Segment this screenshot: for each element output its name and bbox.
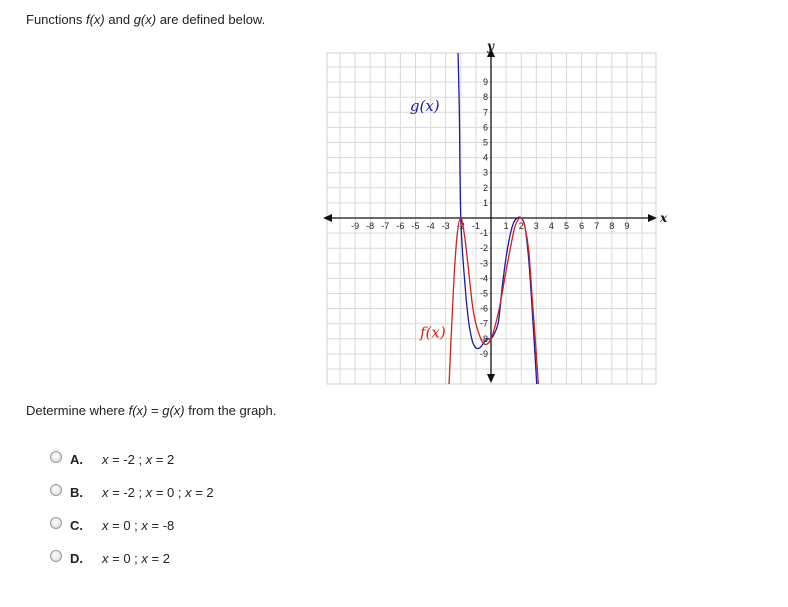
- y-tick-label: 2: [482, 182, 488, 193]
- x-tick-label: -6: [396, 221, 405, 231]
- x-tick-label: 3: [533, 221, 539, 231]
- x-tick-label: -3: [441, 221, 450, 231]
- y-tick-label: 3: [482, 167, 488, 178]
- x-tick-label: 9: [624, 221, 630, 231]
- option-letter: D.: [70, 551, 83, 566]
- x-axis-label: x: [660, 211, 668, 225]
- option-text: x = 0 ; x = 2: [102, 551, 170, 566]
- y-tick-label: 5: [482, 137, 488, 148]
- radio-d[interactable]: [50, 550, 62, 562]
- x-tick-label: 1: [503, 221, 509, 231]
- radio-a[interactable]: [50, 451, 62, 463]
- y-tick-label: -1: [479, 228, 488, 239]
- y-tick-label: -6: [479, 303, 488, 314]
- y-tick-label: -9: [479, 348, 488, 359]
- x-tick-label: 5: [563, 221, 570, 231]
- option-letter: B.: [70, 485, 83, 500]
- y-tick-label: -3: [479, 258, 488, 269]
- x-tick-label: -1: [471, 221, 480, 231]
- y-tick-label: -4: [479, 273, 488, 284]
- option-letter: C.: [70, 518, 83, 533]
- y-tick-label: 9: [482, 77, 488, 88]
- option-text: x = -2 ; x = 2: [102, 452, 175, 467]
- y-tick-label: 1: [482, 197, 488, 208]
- function-graph: [320, 40, 680, 388]
- g-curve-label: g(x): [409, 96, 440, 115]
- question-text: Determine where f(x) = g(x) from the graph.: [26, 403, 277, 418]
- y-tick-label: -8: [479, 333, 488, 344]
- g-curve: [458, 40, 541, 388]
- x-tick-label: 7: [594, 221, 600, 231]
- x-tick-label: 4: [548, 221, 554, 231]
- g-label: g(x): [133, 12, 157, 27]
- y-tick-label: 8: [482, 92, 488, 103]
- x-tick-label: -2: [456, 221, 465, 231]
- intro-text: Functions f(x) and g(x) are defined below.: [26, 12, 266, 27]
- x-tick-label: 2: [518, 221, 524, 231]
- option-text: x = -2 ; x = 0 ; x = 2: [102, 485, 214, 500]
- y-tick-label: -7: [479, 318, 488, 329]
- y-tick-label: 6: [482, 122, 488, 133]
- x-tick-label: -5: [411, 221, 420, 231]
- radio-c[interactable]: [50, 517, 62, 529]
- x-tick-label: 8: [609, 221, 615, 231]
- y-tick-label: -5: [479, 288, 488, 299]
- option-letter: A.: [70, 452, 83, 467]
- radio-b[interactable]: [50, 484, 62, 496]
- y-tick-label: -2: [479, 243, 488, 254]
- x-tick-label: 6: [579, 221, 585, 231]
- y-axis-label: y: [487, 40, 494, 53]
- y-axis-arrow-down: [487, 374, 495, 383]
- f-curve-label: f(x): [419, 323, 446, 342]
- f-label: f(x): [85, 12, 105, 27]
- x-tick-label: -4: [426, 221, 435, 231]
- option-text: x = 0 ; x = -8: [102, 518, 175, 533]
- x-tick-label: -8: [366, 221, 375, 231]
- y-tick-label: 4: [482, 152, 488, 163]
- x-tick-label: -7: [381, 221, 390, 231]
- x-tick-label: -9: [351, 221, 360, 231]
- y-tick-label: 7: [482, 107, 488, 118]
